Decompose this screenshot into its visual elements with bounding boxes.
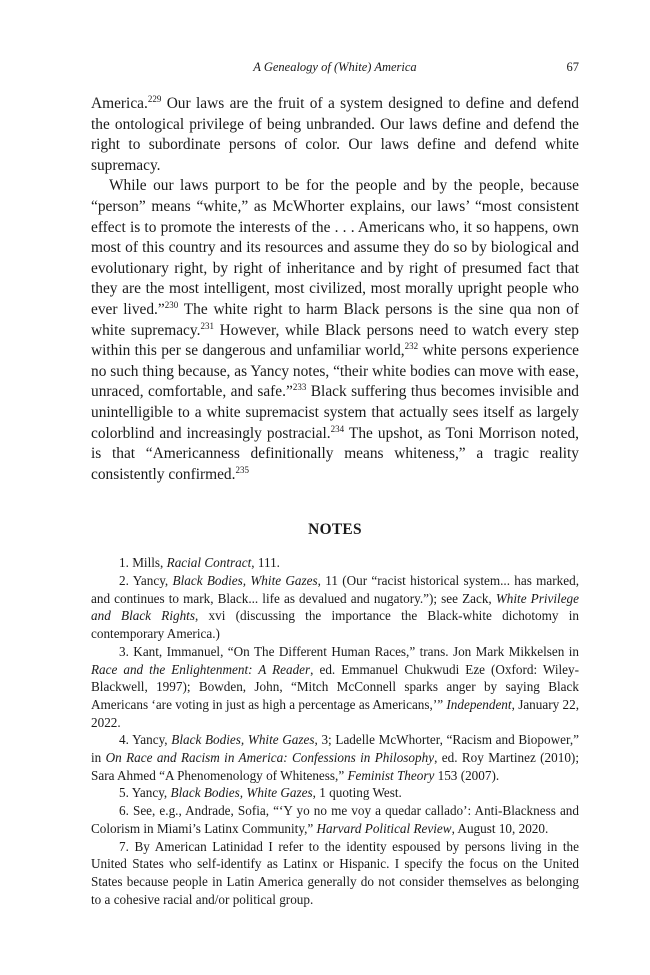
note-title: Harvard Political Review xyxy=(316,820,452,836)
page-number: 67 xyxy=(566,60,579,74)
note-1 xyxy=(91,554,579,572)
text-run: America. xyxy=(91,95,148,112)
note-text: 4. Yancy, xyxy=(119,732,172,748)
note-text: , 3; Ladelle McWhorter, “Racism and Biopower,” in xyxy=(91,732,579,766)
text-run: The white right to harm Black persons is the sine qua non of white supremacy. xyxy=(91,300,579,339)
running-title: A Genealogy of (White) America xyxy=(253,60,417,74)
note-text: 6. See, e.g., Andrade, Sofia, “‘Y yo no me voy a quedar callado’: Anti-Blackness and Colorism in Miami’s Latinx Community,” xyxy=(91,803,579,836)
note-4 xyxy=(91,731,579,784)
footnote-ref-231: 231 xyxy=(200,320,214,331)
text-run: Black suffering thus becomes invisible and unintelligible to a white supremacist system that actually sees itself as largely colorblind and increasingly postracial. xyxy=(91,383,579,442)
note-title: Black Bodies, White Gazes xyxy=(171,732,315,748)
note-title: Racial Contract xyxy=(166,555,252,571)
footnote-ref-232: 232 xyxy=(404,341,419,351)
note-text: 2. Yancy, xyxy=(119,572,173,588)
note-title: On Race and Racism in America: Confessions in Philosophy xyxy=(105,750,435,766)
note-text: 3. Kant, Immanuel, “On The Different Human Races,” trans. Jon Mark Mikkelsen in xyxy=(119,643,579,659)
text-run: The upshot, as Toni Morrison noted, is that “Americanness definitionally means whiteness,” a tragic reality consistently confirmed. xyxy=(91,424,580,483)
note-3 xyxy=(91,643,579,732)
note-text: 1. Mills, xyxy=(119,555,167,571)
notes-heading: NOTES xyxy=(308,521,362,539)
body-text xyxy=(91,94,579,485)
note-title: Black Bodies, White Gazes xyxy=(172,572,318,588)
note-title: Feminist Theory xyxy=(347,767,435,783)
book-page xyxy=(91,60,579,908)
text-run: Our laws are the fruit of a system designed to define and defend the ontological privilege of being unbranded. Our laws define and defend the right to subordinate persons of color. Our laws define and defend white supremacy. xyxy=(91,95,579,174)
note-text: 5. Yancy, xyxy=(119,785,171,801)
note-text: , January 22, 2022. xyxy=(91,696,579,730)
running-head xyxy=(91,60,579,82)
note-text: 7. By American Latinidad I refer to the identity espoused by persons living in the United States who self-identify as Latinx or Hispanic. I specify the focus on the United States because people in Latin America generally do not consider themselves as belonging to a cohesive racial and/or political group. xyxy=(91,838,579,907)
note-text: , xvi (discussing the importance the Black-white dichotomy in contemporary America.) xyxy=(91,608,579,642)
footnote-ref-229: 229 xyxy=(147,93,162,104)
note-text: , 11 (Our “racist historical system... has marked, and continues to mark, Black... life as devalued and nugatory.”); see Zack, xyxy=(91,572,579,606)
notes-list xyxy=(91,554,579,908)
paragraph-1 xyxy=(91,94,579,176)
note-text: , ed. Emmanuel Chukwudi Eze (Oxford: Wiley-Blackwell, 1997); Bowden, John, “Mitch McConnell sparks anger by saying Black Americans ‘are voting in just as high a percentage as Americans,’” xyxy=(91,661,579,712)
note-6 xyxy=(91,802,579,837)
footnote-ref-234: 234 xyxy=(330,423,345,434)
text-run: While our laws purport to be for the people and by the people, because “person” means “white,” as McWhorter explains, our laws’ “most consistent effect is to promote the interests of the . . . Americans who, it so happens, own most of this country and its resources and assume they do so by biological and evolutionary right, by right of inheritance and by right of presumed fact that they are the most intelligent, most civilized, most morally upright people who ever lived.” xyxy=(91,177,579,318)
note-title: Independent xyxy=(446,696,512,712)
note-title: White Privilege and Black Rights xyxy=(91,590,579,624)
note-text: 153 (2007). xyxy=(434,767,500,783)
note-text: , ed. Roy Martinez (2010); Sara Ahmed “A Phenomenology of Whiteness,” xyxy=(91,750,579,783)
note-text: , 111. xyxy=(251,555,280,571)
note-2 xyxy=(91,572,579,643)
text-run: white persons experience no such thing because, as Yancy notes, “their white bodies can move with ease, unraced, comfortable, and safe.” xyxy=(91,342,579,401)
footnote-ref-230: 230 xyxy=(164,299,179,310)
paragraph-2 xyxy=(91,176,579,485)
note-text: , 1 quoting West. xyxy=(312,785,402,801)
note-title: Race and the Enlightenment: A Reader xyxy=(91,661,311,677)
text-run: However, while Black persons need to watch every step within this per se dangerous and unfamiliar world, xyxy=(91,321,579,360)
footnote-ref-233: 233 xyxy=(292,382,307,393)
note-title: Black Bodies, White Gazes xyxy=(170,785,313,801)
note-5 xyxy=(91,784,579,802)
note-7 xyxy=(91,838,579,909)
note-text: , August 10, 2020. xyxy=(451,820,549,836)
footnote-ref-235: 235 xyxy=(235,464,249,475)
